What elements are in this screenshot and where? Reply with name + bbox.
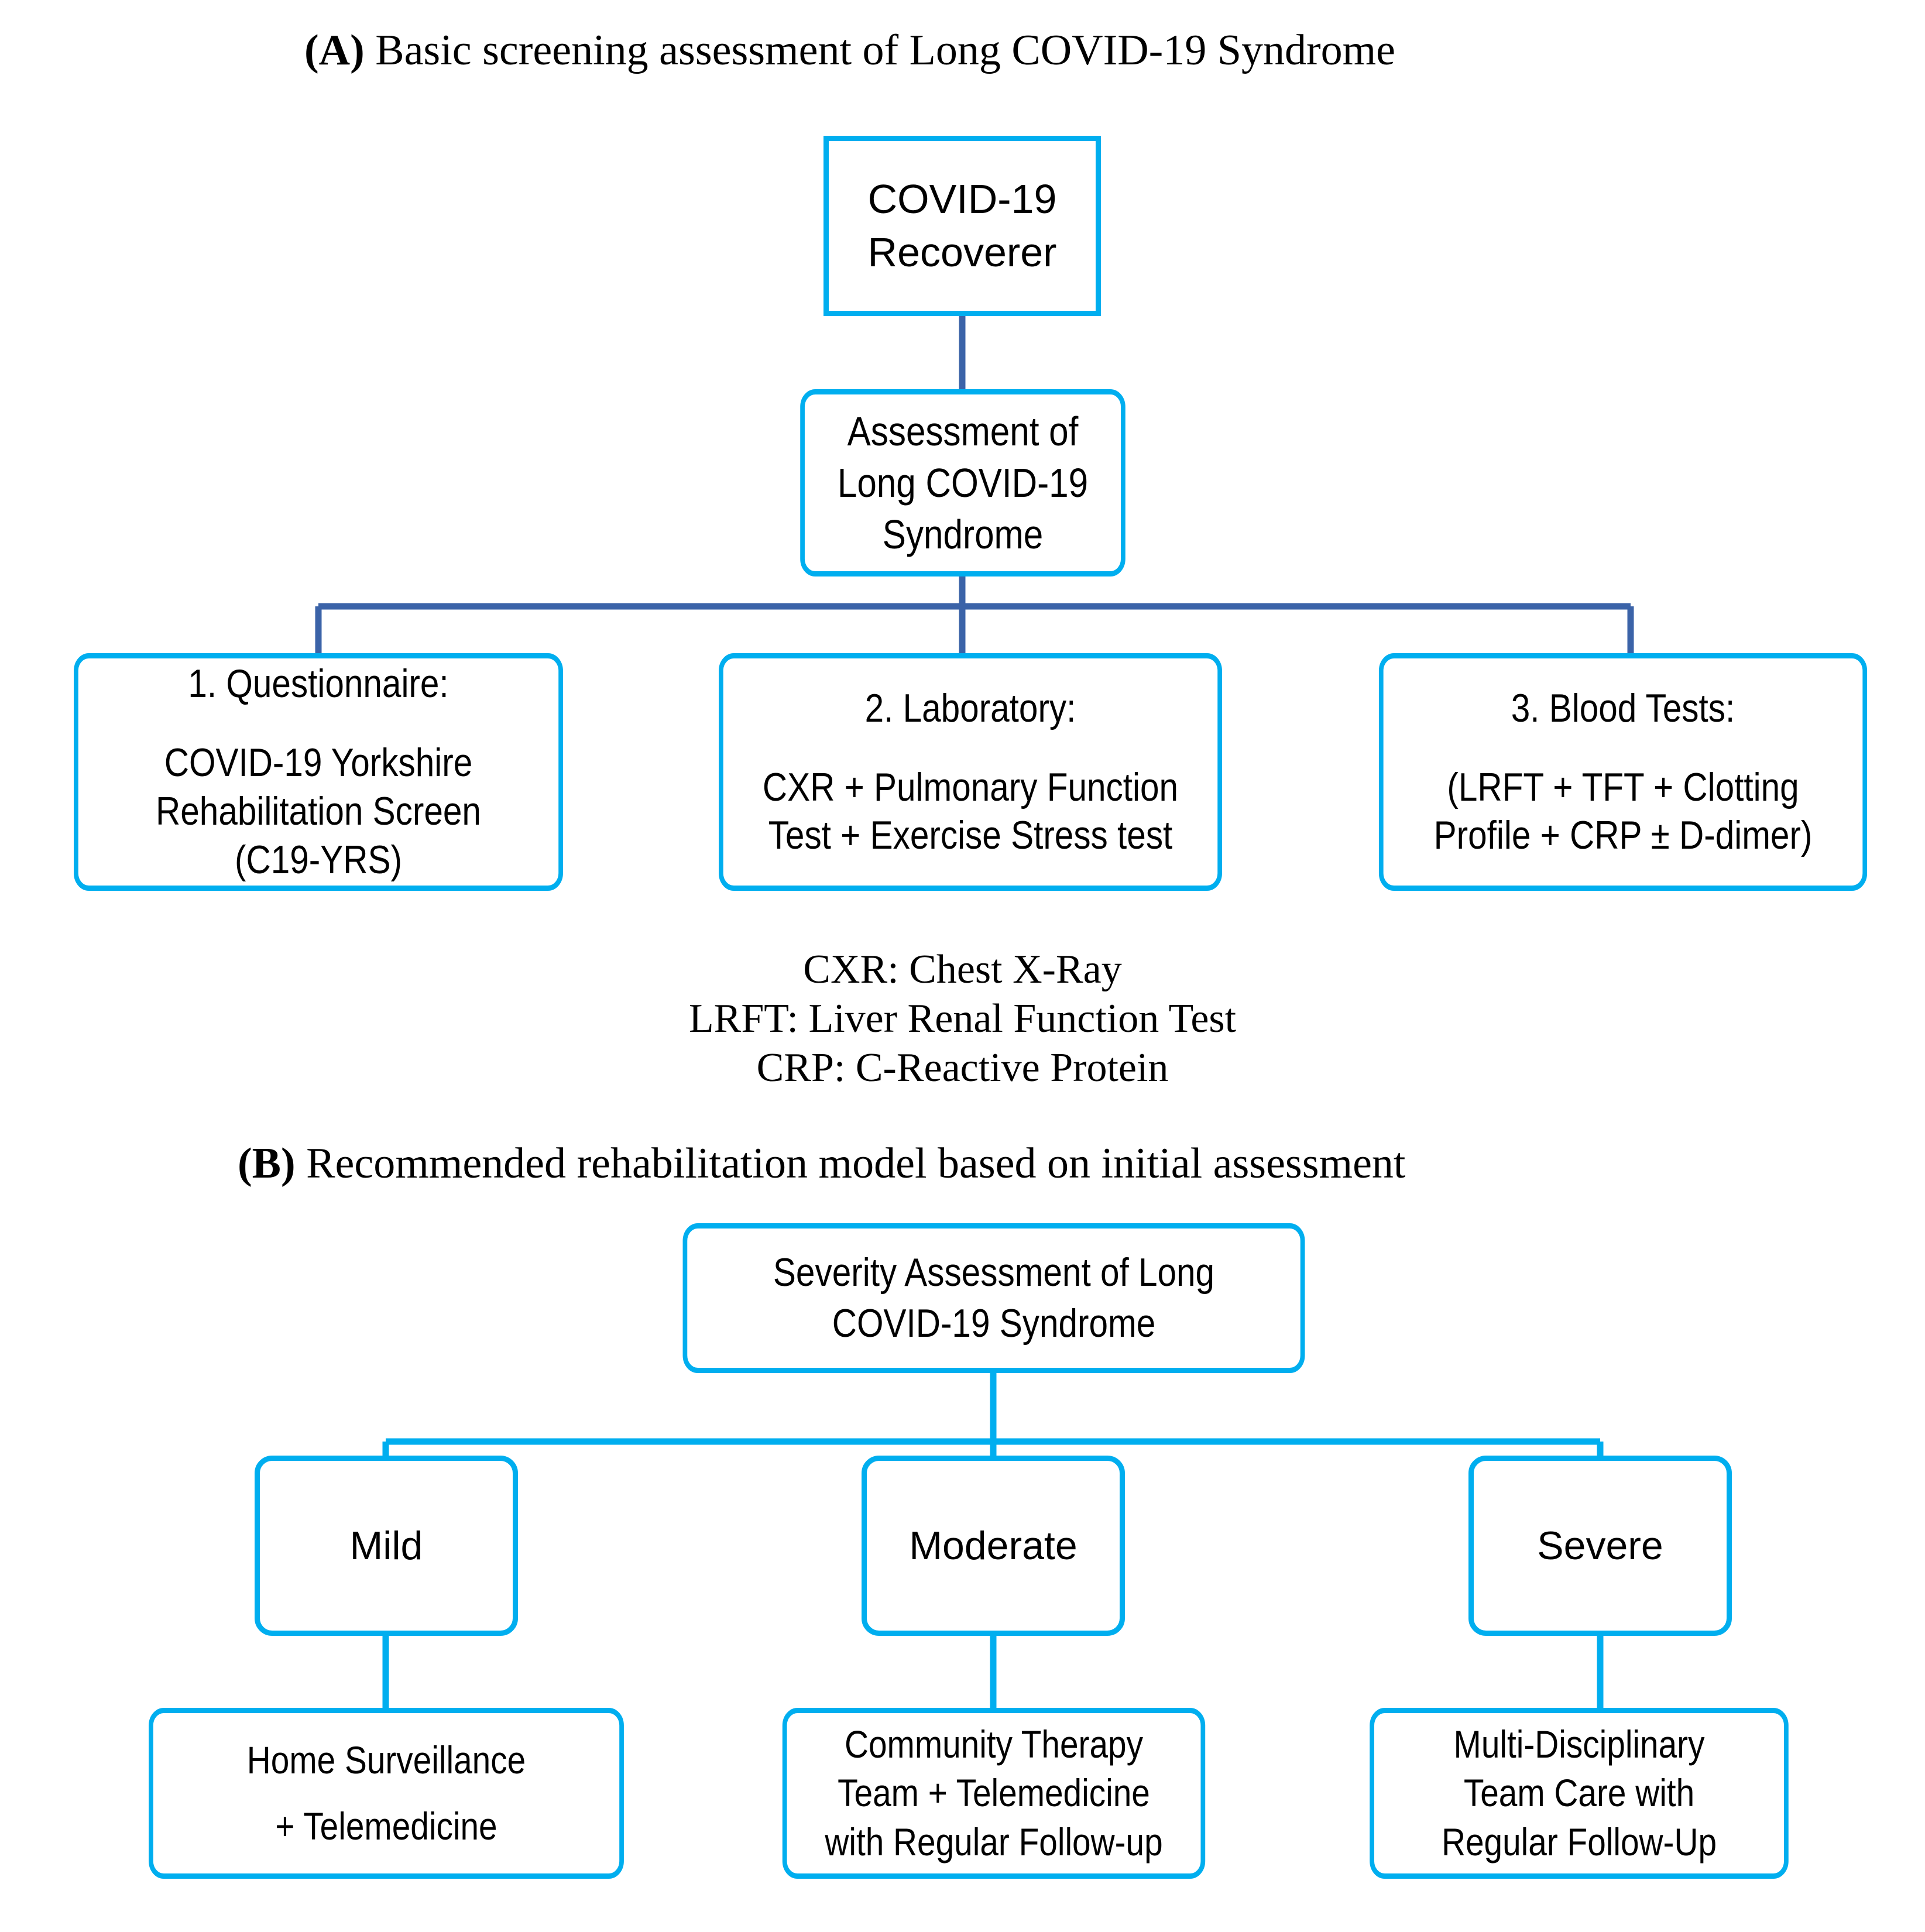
node-outcome-multidisciplinary-team[interactable] [1370, 1708, 1789, 1879]
node-outcome-home-surveillance[interactable] [149, 1708, 624, 1879]
abbreviation-legend [0, 949, 1925, 1089]
node-line-3: Syndrome [882, 512, 1044, 558]
panel-a-heading-text: Basic screening assessment of Long COVID-19 Syndrome [364, 26, 1396, 74]
node-assessment-long-covid[interactable] [800, 389, 1126, 576]
panel-b-heading-text: Recommended rehabilitation model based on initial assessment [295, 1140, 1406, 1188]
node-line-2: Recoverer [867, 229, 1057, 275]
node-severity-moderate[interactable] [862, 1456, 1125, 1636]
node-line-2: Long COVID-19 [837, 459, 1089, 506]
branch-body-line-3: (C19-YRS) [235, 837, 402, 882]
abbreviation-cxr: CXR: Chest X-Ray [803, 947, 1122, 992]
branch-title: 1. Questionnaire: [188, 661, 449, 706]
node-line-1: COVID-19 [867, 176, 1057, 222]
panel-a-heading [304, 28, 1395, 74]
node-line-1: Severity Assessment of Long [773, 1250, 1215, 1295]
panel-b-heading [238, 1141, 1405, 1187]
severity-label: Moderate [909, 1523, 1078, 1568]
outcome-line-1: Multi-Disciplinary [1453, 1722, 1705, 1766]
severity-label: Severe [1537, 1523, 1663, 1568]
branch-body-line-2: Rehabilitation Screen [156, 789, 481, 833]
node-laboratory[interactable] [719, 653, 1222, 891]
node-blood-tests[interactable] [1379, 653, 1867, 891]
branch-body-line-2: Profile + CRP ± D-dimer) [1433, 813, 1813, 858]
branch-body-line-2: Test + Exercise Stress test [768, 813, 1173, 858]
abbreviation-crp: CRP: C-Reactive Protein [756, 1045, 1169, 1090]
outcome-line-3: with Regular Follow-up [825, 1820, 1163, 1864]
severity-label: Mild [349, 1523, 423, 1568]
node-severity-severe[interactable] [1468, 1456, 1732, 1636]
panel-b-label: (B) [238, 1140, 296, 1188]
branch-body-line-1: (LRFT + TFT + Clotting [1447, 764, 1799, 809]
outcome-line-3: Regular Follow-Up [1441, 1820, 1717, 1864]
branch-body-line-1: COVID-19 Yorkshire [164, 740, 473, 785]
branch-title: 2. Laboratory: [864, 685, 1076, 730]
outcome-line-2: + Telemedicine [275, 1804, 497, 1848]
branch-body-line-1: CXR + Pulmonary Function [762, 764, 1179, 809]
outcome-line-2: Team Care with [1463, 1771, 1695, 1815]
node-covid19-recoverer[interactable] [823, 136, 1101, 316]
outcome-line-1: Home Surveillance [246, 1738, 526, 1782]
abbreviation-lrft: LRFT: Liver Renal Function Test [688, 996, 1237, 1041]
node-line-1: Assessment of [847, 408, 1079, 454]
outcome-line-2: Team + Telemedicine [838, 1771, 1150, 1815]
node-line-2: COVID-19 Syndrome [832, 1301, 1156, 1346]
node-severity-mild[interactable] [255, 1456, 518, 1636]
outcome-line-1: Community Therapy [844, 1722, 1143, 1766]
node-severity-assessment[interactable] [683, 1223, 1305, 1373]
branch-title: 3. Blood Tests: [1511, 685, 1735, 730]
node-questionnaire[interactable] [74, 653, 563, 891]
panel-a-label: (A) [304, 26, 365, 74]
node-outcome-community-therapy[interactable] [783, 1708, 1205, 1879]
